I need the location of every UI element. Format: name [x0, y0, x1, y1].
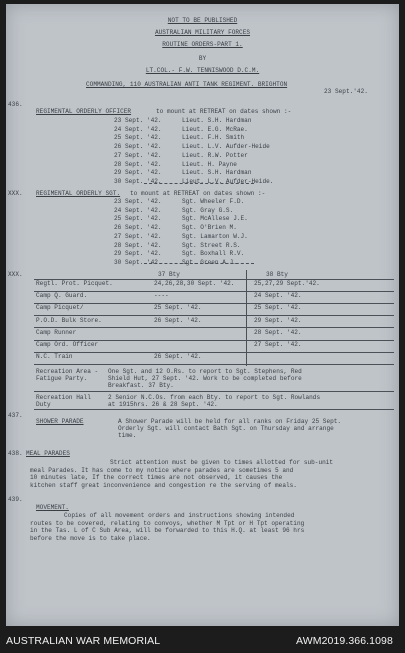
- table-rule: [34, 409, 394, 410]
- section-number-436: 436.: [8, 101, 23, 108]
- roster-date: 27 Sept. '42.: [114, 232, 162, 240]
- paragraph-line: Strict attention must be given to times allotted for sub-unit: [110, 459, 334, 466]
- section-text-orderly-officer: to mount at RETREAT on dates shown :-: [156, 108, 292, 115]
- paragraph-line: kitchen staff great inconvenience and congestion re the serving of meals.: [30, 481, 297, 489]
- roster-name: Lieut. R.W. Potter: [182, 151, 248, 159]
- duty-name: Camp Runner: [36, 328, 77, 336]
- recreation-text-3: Breakfast. 37 Bty.: [108, 382, 174, 389]
- table-rule: [34, 352, 394, 353]
- section-text-orderly-sgt: to mount at RETREAT on dates shown :-: [130, 190, 266, 197]
- roster-name: Sgt. O'Brien M.: [182, 224, 237, 232]
- roster-date: 27 Sept. '42.: [114, 151, 162, 159]
- duty-37-bty: 24,26,28,30 Sept. '42.: [154, 280, 235, 287]
- section-heading-movement: MOVEMENT.: [36, 504, 69, 511]
- roster-name: Sgt. Street R.S.: [182, 241, 241, 249]
- footer-source: AUSTRALIAN WAR MEMORIAL: [6, 635, 161, 647]
- roster-date: 30 Sept. '42.: [114, 177, 162, 185]
- roster-name: Lieut. S.H. Hardman: [182, 117, 252, 124]
- duty-37-bty: 26 Sept. '42.: [154, 353, 202, 361]
- duty-37-bty: ----: [154, 292, 169, 300]
- paragraph-line: meal Parades. It has come to my notice where parades are sometimes 5 and: [30, 466, 294, 474]
- table-rule: [34, 327, 394, 328]
- section-number-439: 439.: [8, 496, 23, 503]
- roster-name: Lieut. H. Payne: [182, 160, 237, 168]
- paragraph-line: Copies of all movement orders and instructions showing intended: [64, 512, 295, 519]
- roster-date: 25 Sept. '42.: [114, 215, 162, 223]
- roster-name: Lieut. F.H. Smith: [182, 134, 245, 142]
- duty-37-bty: 25 Sept. '42.: [154, 304, 202, 312]
- header-commander: LT.COL.- F.W. TENNISWOOD D.C.M.: [145, 67, 260, 74]
- roster-date: 23 Sept. '42.: [114, 198, 162, 205]
- duty-38-bty: 24 Sept. '42.: [254, 292, 302, 300]
- fatigue-party-label: Fatigue Party.: [36, 375, 88, 382]
- shower-text-1: A Shower Parade will be held for all ranks on Friday 25 Sept.: [118, 418, 342, 425]
- duty-38-bty: 25,27,29 Sept.'42.: [254, 280, 320, 287]
- recreation-area-label: Recreation Area -: [36, 368, 99, 375]
- roster-date: 24 Sept. '42.: [114, 206, 162, 214]
- section-heading-shower: SHOWER PARADE: [36, 418, 84, 425]
- header-classification: NOT TO BE PUBLISHED: [167, 17, 238, 24]
- roster-date: 26 Sept. '42.: [114, 143, 162, 151]
- roster-date: 23 Sept. '42.: [114, 117, 162, 124]
- recreation-text-1: One Sgt. and 12 O.Rs. to report to Sgt. Stephens, Red: [108, 368, 302, 375]
- roster-name: Sgt. McAllese J.E.: [182, 215, 248, 223]
- roster-date: 28 Sept. '42.: [114, 160, 162, 168]
- roster-date: 28 Sept. '42.: [114, 241, 162, 249]
- roster-date: 29 Sept. '42.: [114, 169, 162, 177]
- roster-date: 30 Sept. '42.: [114, 258, 162, 266]
- shower-text-3: time.: [118, 432, 137, 439]
- shower-text-2: Orderly Sgt. will contact Bath Sgt. on Thursday and arrange: [118, 425, 334, 432]
- divider: [144, 263, 254, 264]
- section-number-437: 437.: [8, 412, 23, 419]
- roster-name: Lieut. E.G. McRae.: [182, 125, 248, 133]
- col-header-38-bty: 38 Bty: [266, 271, 288, 278]
- roster-date: 25 Sept. '42.: [114, 134, 162, 142]
- header-forces: AUSTRALIAN MILITARY FORCES: [154, 29, 251, 36]
- paragraph-line: in the Tas. L of C Sub Area, will be forwarded to this H.Q. at least 96 hrs: [30, 527, 305, 535]
- section-number-orderly-sgt: XXX.: [8, 190, 23, 197]
- header-by: BY: [198, 55, 207, 62]
- col-header-37-bty: 37 Bty: [158, 271, 180, 278]
- duty-name: P.O.D. Bulk Store.: [36, 316, 102, 324]
- paragraph-line: 10 minutes late, If the correct times are not observed, it causes the: [30, 474, 283, 482]
- duty-name: Camp Ord. Officer: [36, 341, 99, 348]
- hall-text-2: at 1915hrs. 26 & 28 Sept. '42.: [108, 401, 218, 408]
- section-heading-meal: MEAL PARADES: [26, 450, 70, 457]
- duty-name: Camp Picquet/: [36, 304, 84, 312]
- divider: [144, 183, 254, 184]
- duty-38-bty: 27 Sept. '42.: [254, 341, 302, 348]
- duty-name: N.C. Train: [36, 353, 73, 361]
- recreation-hall-duty-label: Duty: [36, 401, 51, 408]
- roster-name: Lieut. L.V. Aufder-Heide.: [182, 177, 274, 185]
- document-page: [6, 4, 399, 626]
- paragraph-line: before the move is to take place.: [30, 534, 151, 542]
- section-number-438: 438.: [8, 450, 23, 457]
- table-rule: [34, 364, 394, 365]
- footer-accession: AWM2019.366.1098: [296, 635, 393, 647]
- table-rule: [34, 391, 394, 392]
- roster-name: Sgt. Green A.J.: [182, 258, 237, 266]
- table-rule: [34, 291, 394, 292]
- roster-name: Lieut. L.V. Aufder-Heide: [182, 143, 270, 151]
- roster-name: Sgt. Gray G.S.: [182, 206, 234, 214]
- duty-38-bty: 25 Sept. '42.: [254, 304, 302, 312]
- section-heading-orderly-officer: REGIMENTAL ORDERLY OFFICER: [36, 108, 132, 115]
- duty-37-bty: 26 Sept. '42.: [154, 316, 202, 324]
- hall-text-1: 2 Senior N.C.Os. from each Bty. to report to Sgt. Rowlands: [108, 394, 321, 401]
- roster-date: 24 Sept. '42.: [114, 125, 162, 133]
- footer-bar: [0, 630, 405, 653]
- header-unit: COMMANDING, 110 AUSTRALIAN ANTI TANK REGIMENT. BRIGHTON: [86, 81, 288, 88]
- roster-name: Sgt. Lamarton W.J.: [182, 232, 248, 240]
- section-heading-orderly-sgt: REGIMENTAL ORDERLY SGT.: [36, 190, 121, 197]
- roster-name: Sgt. Wheeler F.D.: [182, 198, 245, 205]
- section-number-duties: XXX.: [8, 271, 23, 278]
- roster-date: 29 Sept. '42.: [114, 250, 162, 258]
- roster-name: Lieut. S.H. Hardman: [182, 169, 252, 177]
- recreation-text-2: Shield Hut, 27 Sept. '42. Work to be completed before: [108, 375, 302, 382]
- recreation-hall-label: Recreation Hall: [36, 394, 91, 401]
- duty-38-bty: 28 Sept. '42.: [254, 328, 302, 336]
- table-rule: [34, 303, 394, 304]
- header-date: 23 Sept.'42.: [324, 88, 368, 95]
- roster-name: Sgt. Boxhall R.V.: [182, 250, 245, 258]
- paragraph-line: routes to be covered, relating to convoys, whether M Tpt or H Tpt operating: [30, 519, 305, 527]
- roster-date: 26 Sept. '42.: [114, 224, 162, 232]
- duty-name: Camp Q. Guard.: [36, 292, 88, 300]
- duty-38-bty: 29 Sept. '42.: [254, 316, 302, 324]
- duty-name: Regtl. Prot. Picquet.: [36, 280, 113, 287]
- header-title: ROUTINE ORDERS-PART 1.: [162, 41, 243, 48]
